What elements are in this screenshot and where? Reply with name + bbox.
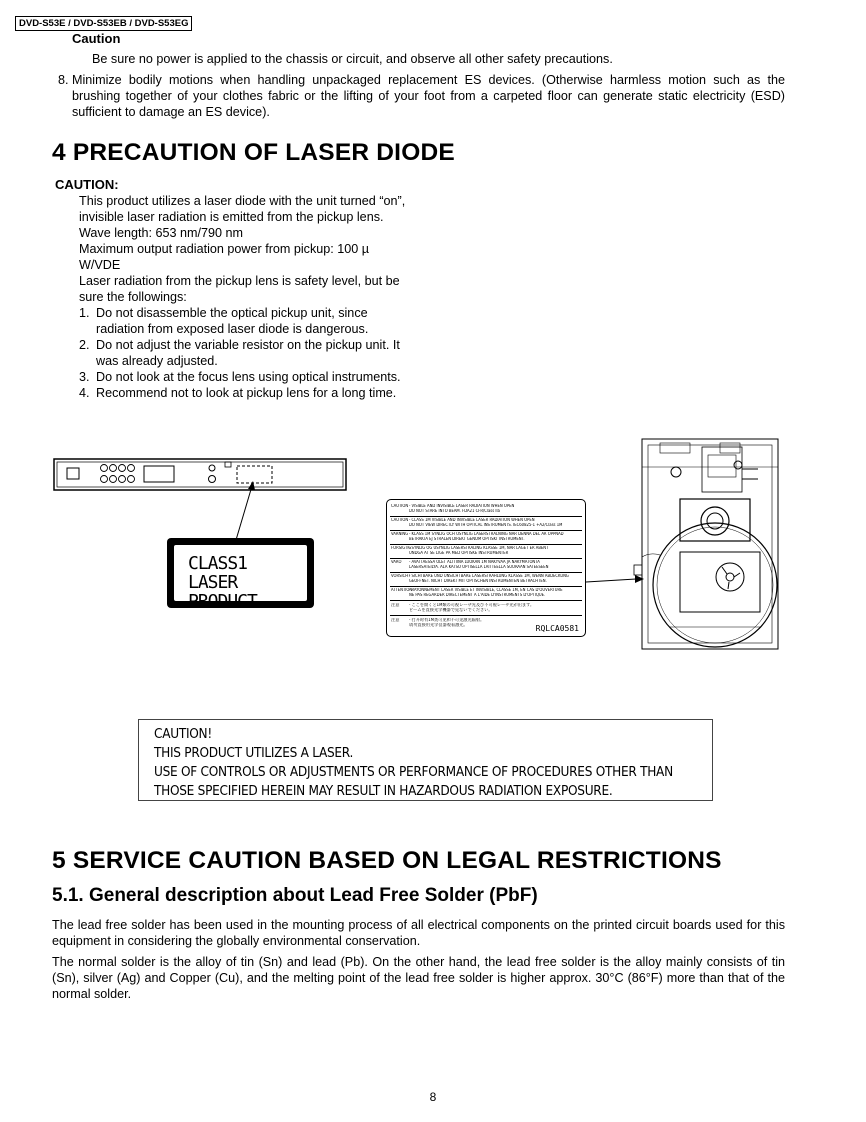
model-header: DVD-S53E / DVD-S53EB / DVD-S53EG [15, 16, 192, 31]
class1-label-line: LASER PRODUCT [188, 572, 257, 612]
class1-label-line: CLASS1 [188, 553, 248, 574]
warning-row: VORSICHT- SICHTBARE UND UNSICHTBARE LASERSTRAHLUNG KLASSE 1M, WENN ABDECKUNG [391, 574, 569, 578]
caution-box-line: USE OF CONTROLS OR ADJUSTMENTS OR PERFORMANCE OF PROCEDURES OTHER THAN [154, 765, 673, 780]
warning-row: ATTENTION- RAYONNEMENT LASER VISIBLE ET INVISIBLE, CLASSE 1M, EN CAS D'OUVERTURE [391, 588, 563, 592]
warning-row: DO NOT VIEW DIRECTLY WITH OPTICAL INSTRUMENTS. IEC60825-1 +A2/Class 1M [409, 523, 563, 527]
warning-row: LASERSÄTEILYÄ. ÄLÄ KATSO OPTISELLA LAITTEELLA SUORAAN SÄTEESEEN [409, 565, 549, 569]
laser-line: This product utilizes a laser diode with the unit turned “on”, [79, 194, 406, 208]
list-item [79, 369, 439, 385]
warning-row: VARNING- KLASS 1M SYNLIG OCH OSYNLIG LASERSTRÅLNING NÄR DENNA DEL ÄR ÖPPNAD [391, 532, 564, 536]
list-item [79, 385, 439, 401]
caution-title: Caution [72, 31, 121, 46]
warning-label-code: RQLCA0581 [535, 624, 579, 633]
caution-label: CAUTION: [55, 177, 119, 192]
class1-label [167, 538, 314, 612]
list-text: Do not adjust the variable resistor on the pickup unit. It [96, 338, 400, 352]
list-number: 4. [79, 386, 90, 400]
lead-free-paragraph-1: The lead free solder has been used in the mounting process of all electrical components on the printed circuit boards used for this equipment in considering the globally environmental conservation. [52, 918, 785, 948]
laser-description [79, 193, 439, 401]
optical-mechanism-drawing [630, 437, 790, 655]
warning-row: 注意 - ここを開くと1M類の可視レーザ光及び不可視レーザ光が出ます。 [391, 603, 535, 607]
warning-row: ビームを直接光学機器で見ないでください。 [409, 608, 493, 612]
laser-line: invisible laser radiation is emitted from the pickup lens. [79, 210, 384, 224]
unit-rear-panel-drawing [52, 455, 352, 495]
laser-caution-box [138, 719, 713, 801]
warning-row: DO NOT STARE INTO BEAM. FDA21 CFR/Class IIa [409, 509, 500, 513]
list-number: 2. [79, 338, 90, 352]
precaution-list [79, 305, 439, 401]
laser-line: W/VDE [79, 258, 121, 272]
list-text: Do not look at the focus lens using optical instruments. [96, 370, 401, 384]
caution-box-line: THOSE SPECIFIED HEREIN MAY RESULT IN HAZARDOUS RADIATION EXPOSURE. [154, 784, 613, 799]
list-text: was already adjusted. [96, 354, 218, 368]
warning-row: VARO - AVATTAESSA OLET ALTTIINA LUOKAN 1M NÄKYVÄÄ JA NÄKYMÄTÖNTÄ [391, 560, 540, 564]
warning-row: 注意 - 打开时有1M类可见和不可见激光辐射。 [391, 618, 485, 622]
warning-row: FORSIGTIG- SYNLIG OG USYNLIG LASERSTRÅLING KLASSE 1M, NÅR LÅGET ER ÅBENT [391, 546, 549, 550]
warning-row: GEÖFFNET. NICHT DIREKT MIT OPTISCHEN INSTRUMENTEN BETRACHTEN. [409, 579, 547, 583]
warning-row: BETRAKTA EJ STRÅLEN DIREKT GENOM OPTISKT INSTRUMENT. [409, 537, 525, 541]
page-number: 8 [429, 1090, 437, 1104]
list-number: 1. [79, 306, 90, 320]
item-8-text: Minimize bodily motions when handling unpackaged replacement ES devices. (Otherwise harmless motion such as the brushing together of your clothes fabric or the lifting of your foot from a carpeted floor can generate static electricity (ESD) sufficient to damage an ES device). [72, 73, 785, 119]
list-item [79, 305, 439, 337]
laser-line: Maximum output radiation power from pickup: 100 µ [79, 242, 370, 256]
laser-line: Wave length: 653 nm/790 nm [79, 226, 244, 240]
laser-line: sure the followings: [79, 290, 187, 304]
label-pointer-arrow [230, 480, 260, 542]
list-item [79, 337, 439, 369]
warning-row: CAUTION- VISIBLE AND INVISIBLE LASER RADIATION WHEN OPEN [391, 504, 515, 508]
warning-row: NE PAS REGARDER DIRECTEMENT À L'AIDE D'INSTRUMENTS D'OPTIQUE. [409, 593, 546, 597]
warning-row: UNDGÅ AT SE LIGE PÅ MED OPTISKE INSTRUMENTER [409, 551, 509, 555]
item-8-number: 8. [58, 73, 69, 87]
laser-warning-label [386, 499, 586, 637]
section-4-heading: 4 PRECAUTION OF LASER DIODE [52, 139, 455, 166]
caution-box-line: CAUTION! [154, 727, 212, 742]
warning-row: 请勿直接用光学仪器观看激光。 [409, 623, 468, 627]
caution-text: Be sure no power is applied to the chassis or circuit, and observe all other safety precautions. [92, 52, 613, 66]
lead-free-paragraph-2: The normal solder is the alloy of tin (Sn) and lead (Pb). On the other hand, the lead free solder is the alloy mainly consists of tin (Sn), silver (Ag) and Copper (Cu), and the melting point of the lead free solder is higher approx. 30°C (86°F) more than that of the normal solder. [52, 955, 785, 1001]
section-5-heading: 5 SERVICE CAUTION BASED ON LEGAL RESTRICTIONS [52, 847, 722, 874]
list-text: Do not disassemble the optical pickup unit, since [96, 306, 368, 320]
list-number: 3. [79, 370, 90, 384]
section-5-1-heading: 5.1. General description about Lead Free Solder (PbF) [52, 885, 538, 906]
list-text: Recommend not to look at pickup lens for a long time. [96, 386, 397, 400]
laser-line: Laser radiation from the pickup lens is safety level, but be [79, 274, 400, 288]
caution-box-line: THIS PRODUCT UTILIZES A LASER. [154, 746, 354, 761]
list-text: radiation from exposed laser diode is dangerous. [96, 322, 369, 336]
warning-row: CAUTION- CLASS 1M VISIBLE AND INVISIBLE LASER RADIATION WHEN OPEN [391, 518, 535, 522]
